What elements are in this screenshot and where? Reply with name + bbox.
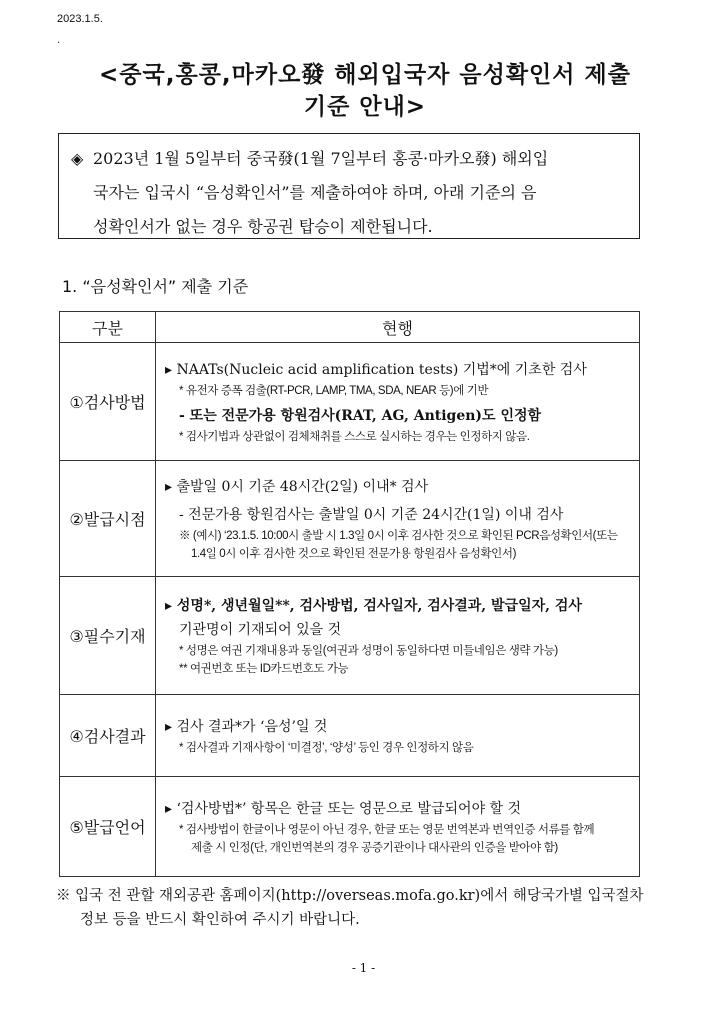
notice-box bbox=[58, 133, 640, 239]
header-dot: . bbox=[57, 35, 61, 46]
row-content bbox=[156, 343, 640, 461]
criteria-note: * 성명은 여권 기재내용과 동일(여권과 성명이 동일하다면 미들네임은 생략 가능) bbox=[179, 644, 558, 657]
table-row bbox=[60, 777, 640, 877]
row-label-issue-language: ⑤발급언어 bbox=[60, 777, 156, 877]
criteria-note: * 검사기법과 상관없이 검체채취를 스스로 실시하는 경우는 인정하지 않음. bbox=[179, 430, 530, 443]
row-label-test-result: ④검사결과 bbox=[60, 695, 156, 777]
criteria-line: ▸ NAATs(Nucleic acid amplification tests) 기법*에 기초한 검사 bbox=[165, 361, 587, 378]
diamond-bullet-icon: ◈ bbox=[71, 149, 84, 168]
section-title: 1. “음성확인서” 제출 기준 bbox=[62, 277, 249, 296]
criteria-line: ▸ 성명*, 생년월일**, 검사방법, 검사일자, 검사결과, 발급일자, 검사 bbox=[165, 597, 582, 614]
row-content bbox=[156, 577, 640, 695]
footnote bbox=[56, 884, 644, 932]
criteria-line: ▸ 검사 결과*가 ‘음성’일 것 bbox=[165, 718, 328, 735]
criteria-line: - 전문가용 항원검사는 출발일 0시 기준 24시간(1일) 이내 검사 bbox=[179, 506, 564, 523]
criteria-table bbox=[59, 311, 640, 877]
criteria-note: * 유전자 증폭 검출(RT-PCR, LAMP, TMA, SDA, NEAR 등)에 기반 bbox=[179, 384, 489, 397]
footnote-line-1: ※ 입국 전 관할 재외공관 홈페이지(http://overseas.mofa.go.kr)에서 해당국가별 입국절차 bbox=[56, 888, 644, 904]
table-header-row bbox=[60, 312, 640, 343]
criteria-line: 기관명이 기재되어 있을 것 bbox=[179, 621, 342, 638]
criteria-line: ▸ ‘검사방법*’ 항목은 한글 또는 영문으로 발급되어야 할 것 bbox=[165, 800, 522, 817]
notice-line-2: 국자는 입국시 “음성확인서”를 제출하여야 하며, 아래 기준의 음 bbox=[93, 183, 537, 202]
row-content bbox=[156, 695, 640, 777]
row-content bbox=[156, 461, 640, 577]
criteria-note: ※ (예시) ‘23.1.5. 10:00시 출발 시 1.3일 0시 이후 검사한 것으로 확인된 PCR음성확인서(또는 bbox=[179, 529, 618, 542]
table-row bbox=[60, 461, 640, 577]
row-label-issue-time: ②발급시점 bbox=[60, 461, 156, 577]
criteria-note: * 검사결과 기재사항이 ‘미결정’, ‘양성’ 등인 경우 인정하지 않음 bbox=[179, 741, 474, 754]
row-label-required-items: ③필수기재 bbox=[60, 577, 156, 695]
table-row bbox=[60, 695, 640, 777]
table-row bbox=[60, 577, 640, 695]
header-current: 현행 bbox=[156, 312, 640, 343]
criteria-note: 제출 시 인정(단, 개인번역본의 경우 공증기관이나 대사관의 인증을 받아야 함) bbox=[191, 841, 558, 854]
document-date: 2023.1.5. bbox=[57, 13, 103, 25]
page-title-line2: 기준 안내> bbox=[303, 94, 427, 120]
criteria-line: - 또는 전문가용 항원검사(RAT, AG, Antigen)도 인정함 bbox=[179, 407, 542, 424]
criteria-note: ** 여권번호 또는 ID카드번호도 가능 bbox=[179, 662, 349, 675]
row-content bbox=[156, 777, 640, 877]
header-category: 구분 bbox=[60, 312, 156, 343]
page-title: <중국,홍콩,마카오發 해외입국자 음성확인서 제출 bbox=[99, 62, 631, 88]
table-row bbox=[60, 343, 640, 461]
criteria-note: * 검사방법이 한글이나 영문이 아닌 경우, 한글 또는 영문 번역본과 번역인증 서류를 함께 bbox=[179, 823, 595, 836]
criteria-note: 1.4일 0시 이후 검사한 것으로 확인된 전문가용 항원검사 음성확인서) bbox=[191, 547, 517, 560]
notice-line-1 bbox=[71, 142, 629, 176]
page-number: - 1 - bbox=[351, 961, 376, 975]
criteria-line: ▸ 출발일 0시 기준 48시간(2일) 이내* 검사 bbox=[165, 478, 429, 495]
footnote-line-2: 정보 등을 반드시 확인하여 주시기 바랍니다. bbox=[80, 912, 360, 928]
notice-line-3: 성확인서가 없는 경우 항공권 탑승이 제한됩니다. bbox=[93, 217, 433, 236]
notice-text: 2023년 1월 5일부터 중국發(1월 7일부터 홍콩·마카오發) 해외입 bbox=[93, 149, 549, 168]
row-label-test-method: ①검사방법 bbox=[60, 343, 156, 461]
